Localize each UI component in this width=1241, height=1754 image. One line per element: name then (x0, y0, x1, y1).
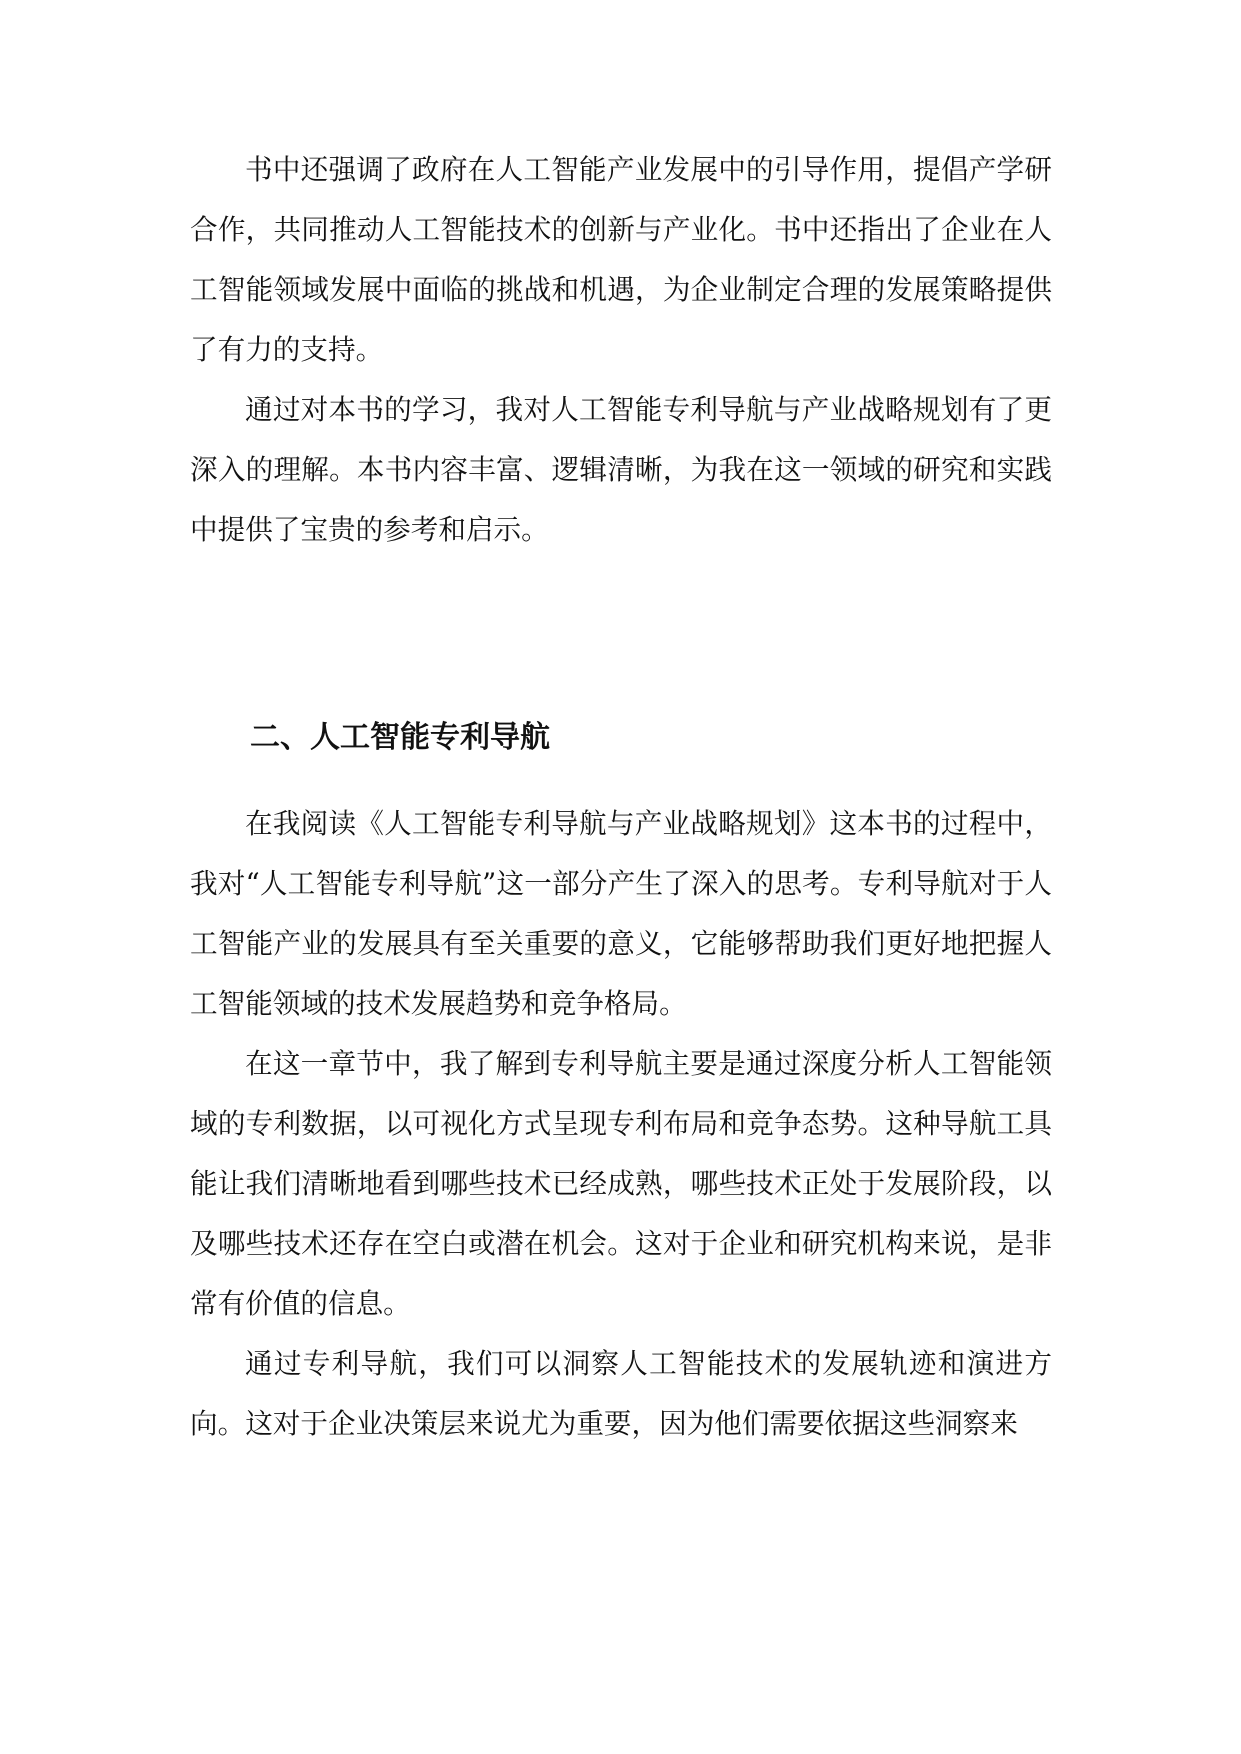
paragraph-chapter-insight: 在这一章节中，我了解到专利导航主要是通过深度分析人工智能领域的专利数据，以可视化方式呈现专利布局和竞争态势。这种导航工具能让我们清晰地看到哪些技术已经成熟，哪些技术正处于发展阶段，以及哪些技术还存在空白或潜在机会。这对于企业和研究机构来说，是非常有价值的信息。 (190, 1047, 1052, 1320)
paragraph-patent-navigation-trends: 通过专利导航，我们可以洞察人工智能技术的发展轨迹和演进方向。这对于企业决策层来说尤为重要，因为他们需要依据这些洞察来 (190, 1347, 1052, 1440)
paragraph-learning-summary: 通过对本书的学习，我对人工智能专利导航与产业战略规划有了更深入的理解。本书内容丰富、逻辑清晰，为我在这一领域的研究和实践中提供了宝贵的参考和启示。 (190, 393, 1052, 546)
paragraph-government-guidance: 书中还强调了政府在人工智能产业发展中的引导作用，提倡产学研合作，共同推动人工智能技术的创新与产业化。书中还指出了企业在人工智能领域发展中面临的挑战和机遇，为企业制定合理的发展策略提供了有力的支持。 (190, 153, 1052, 366)
body-text-after-heading (190, 794, 1052, 1454)
body-text-before-heading (190, 140, 1052, 560)
paragraph-reading-reflection: 在我阅读《人工智能专利导航与产业战略规划》这本书的过程中，我对“人工智能专利导航”这一部分产生了深入的思考。专利导航对于人工智能产业的发展具有至关重要的意义，它能够帮助我们更好地把握人工智能领域的技术发展趋势和竞争格局。 (190, 807, 1052, 1020)
section-heading: 二、人工智能专利导航 (250, 720, 550, 755)
